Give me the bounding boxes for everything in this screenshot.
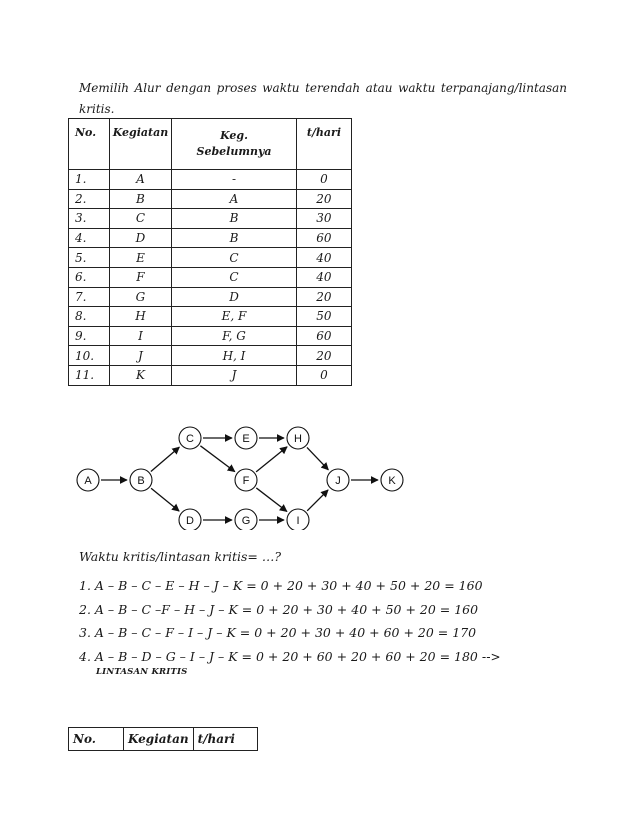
table-row [69,326,352,346]
cell-sebelumnya: B [172,209,297,229]
cell-no: 9. [69,326,110,346]
table-row [69,170,352,190]
cell-no: 4. [69,228,110,248]
critical-path-label: LINTASAN KRITIS [96,667,188,677]
node-label: C [186,433,194,445]
cell-sebelumnya: - [172,170,297,190]
cell-sebelumnya: E, F [172,307,297,327]
cell-sebelumnya: C [172,267,297,287]
cell-no: 11. [69,365,110,385]
cell-kegiatan: F [109,267,171,287]
node-label: I [296,515,300,527]
cell-kegiatan: K [109,365,171,385]
edge-H-J [307,447,328,469]
cell-t: 20 [296,287,351,307]
cell-no: 10. [69,346,110,366]
path-text: 2. A – B – C –F – H – J – K = 0 + 20 + 30 + 40 + 50 + 20 = 160 [79,601,479,617]
cell-sebelumnya: A [172,189,297,209]
edge-B-D [151,488,179,511]
node-label: G [241,515,251,527]
path-text: 3. A – B – C – F – I – J – K = 0 + 20 + 30 + 40 + 60 + 20 = 170 [79,625,477,640]
table-header-row [69,119,352,170]
table-row [69,228,352,248]
node-label: K [388,475,396,487]
cell-kegiatan: E [109,248,171,268]
table-row [69,307,352,327]
path-text: 4. A – B – D – G – I – J – K = 0 + 20 + 60 + 20 + 60 + 20 = 180 [79,648,478,664]
header-t: t/hari [296,119,351,170]
question-text: Waktu kritis/lintasan kritis= …? [79,549,282,564]
edge-C-F [200,446,234,472]
cell-sebelumnya: J [172,365,297,385]
cell-sebelumnya: F, G [172,326,297,346]
table-row [69,346,352,366]
cell-kegiatan: H [109,307,171,327]
cell-kegiatan: D [109,228,171,248]
cell-sebelumnya: H, I [172,346,297,366]
cell-sebelumnya: B [172,228,297,248]
node-A [77,469,99,491]
cell-kegiatan: I [109,326,171,346]
cell-kegiatan: G [109,287,171,307]
table2-header-row [69,728,258,751]
cell-kegiatan: J [109,346,171,366]
cell-t: 20 [296,189,351,209]
path-text: 1. A – B – C – E – H – J – K = 0 + 20 + 30 + 40 + 50 + 20 = 160 [79,578,483,593]
cell-t: 50 [296,307,351,327]
table2-header-no: No. [69,728,124,751]
node-E [235,427,257,449]
node-label: A [84,475,92,487]
cell-no: 1. [69,170,110,190]
node-B [130,469,152,491]
cell-kegiatan: C [109,209,171,229]
node-label: D [186,515,194,527]
path-arrow: --> [481,649,501,664]
cell-kegiatan: B [109,189,171,209]
cell-no: 2. [69,189,110,209]
node-F [235,469,257,491]
table2-header-kegiatan: Kegiatan [124,728,194,751]
header-sebelumnya: Keg. Sebelumnya [172,119,297,170]
table2-header-t: t/hari [193,728,257,751]
path-list [79,574,501,669]
cell-no: 8. [69,307,110,327]
cell-sebelumnya: C [172,248,297,268]
table-row [69,287,352,307]
path-item [79,621,501,645]
edge-F-H [256,447,287,472]
cell-t: 20 [296,346,351,366]
table-row [69,189,352,209]
cell-t: 30 [296,209,351,229]
table-row [69,248,352,268]
node-label: J [335,475,341,487]
table-body [69,170,352,386]
network-diagram [60,420,420,530]
node-C [179,427,201,449]
node-label: H [294,433,302,445]
cell-t: 0 [296,170,351,190]
path-item [79,574,501,598]
table-row [69,365,352,385]
cell-no: 3. [69,209,110,229]
header-no: No. [69,119,110,170]
node-H [287,427,309,449]
cell-t: 60 [296,228,351,248]
edge-F-I [256,488,287,512]
cell-sebelumnya: D [172,287,297,307]
path-item [79,645,501,670]
table-row [69,209,352,229]
node-label: B [137,475,145,487]
cell-t: 40 [296,248,351,268]
cell-no: 6. [69,267,110,287]
path-item [79,598,501,622]
cell-t: 60 [296,326,351,346]
cell-no: 7. [69,287,110,307]
node-G [235,509,257,530]
node-J [327,469,349,491]
node-label: E [242,433,250,445]
edge-I-J [307,490,328,511]
cell-no: 5. [69,248,110,268]
edge-B-C [151,447,180,471]
node-D [179,509,201,530]
intro-text: Memilih Alur dengan proses waktu terendah atau waktu terpanajang/lintasan kritis. [79,81,567,116]
activity-table [68,118,352,386]
node-label: F [242,475,250,487]
header-kegiatan: Kegiatan [109,119,171,170]
node-K [381,469,403,491]
cell-kegiatan: A [109,170,171,190]
cell-t: 40 [296,267,351,287]
cell-t: 0 [296,365,351,385]
table-row [69,267,352,287]
critical-table [68,727,258,751]
node-I [287,509,309,530]
